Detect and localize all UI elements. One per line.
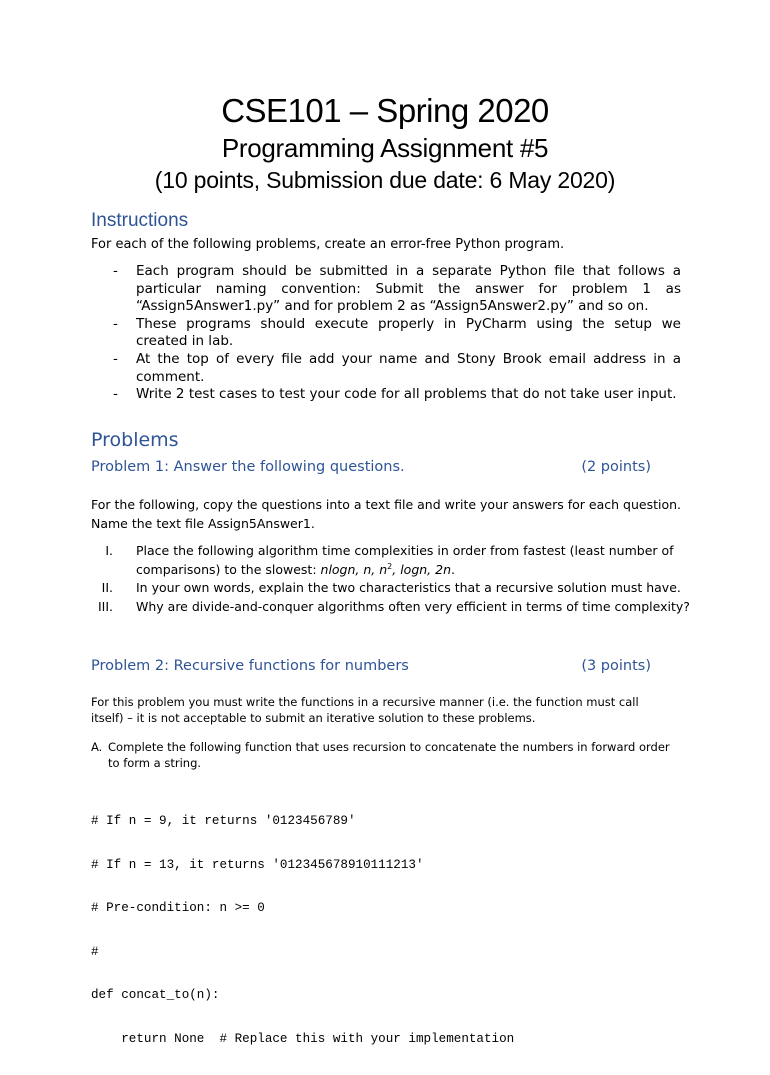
instruction-text: At the top of every file add your name and Stony Brook email address in a comment. [136, 350, 681, 385]
instruction-item [91, 351, 681, 386]
course-title: CSE101 – Spring 2020 [221, 92, 549, 129]
problem-2-part-a [91, 739, 681, 771]
problem-1-title: Problem 1: Answer the following questions. [91, 459, 405, 475]
instruction-item [91, 386, 681, 404]
code-line: def concat_to(n): [91, 988, 220, 1002]
problem-2-heading [91, 658, 651, 674]
code-block [91, 785, 514, 1075]
question-number: II. [101, 580, 113, 595]
question-text: In your own words, explain the two characteristics that a recursive solution must have. [136, 580, 681, 595]
question-text-end: . [451, 561, 455, 577]
bullet-dash: - [113, 386, 118, 403]
code-line: # If n = 13, it returns '012345678910111213' [91, 857, 424, 872]
bullet-dash: - [113, 263, 118, 279]
instructions-list [91, 263, 681, 404]
complexity-list-tail: , logn, 2n [392, 561, 451, 577]
bullet-dash: - [113, 350, 118, 367]
assignment-meta: (10 points, Submission due date: 6 May 2020) [154, 167, 616, 193]
instruction-text: These programs should execute properly in PyCharm using the setup we created in lab. [136, 315, 681, 350]
question-text: Why are divide-and-conquer algorithms often very efficient in terms of time complexity? [136, 598, 690, 614]
complexity-list: nlogn, n, n [320, 561, 388, 577]
problem-2-title: Problem 2: Recursive functions for numbers [91, 658, 409, 674]
code-line: # If n = 9, it returns '0123456789' [91, 814, 356, 828]
instruction-text: Each program should be submitted in a separate Python file that follows a particular naming convention: Submit the answer for problem 1 as “Assign5Answer1.py” and for problem 2 as “Assign5Answer2.py” and so on. [136, 263, 681, 315]
problem-1-description: For the following, copy the questions into a text file and write your answers for each question. Name the text file Assign5Answer1. [91, 497, 682, 531]
code-line: # Pre-condition: n >= 0 [91, 901, 265, 915]
bullet-dash: - [113, 315, 118, 332]
assignment-title: Programming Assignment #5 [221, 133, 549, 163]
instructions-heading: Instructions [91, 210, 189, 231]
problems-heading: Problems [91, 429, 179, 451]
problem-1-points: (2 points) [581, 459, 651, 475]
instruction-text: Write 2 test cases to test your code for all problems that do not take user input. [136, 386, 677, 403]
problem-1-questions [91, 542, 691, 616]
question-number: III. [97, 598, 113, 614]
instructions-intro: For each of the following problems, create an error-free Python program. [91, 237, 565, 252]
question-number: I. [105, 543, 113, 558]
question-item [91, 598, 691, 617]
problem-1-heading [91, 459, 651, 475]
part-a-text: Complete the following function that uses recursion to concatenate the numbers in forward order to form a string. [108, 740, 670, 770]
question-text: Place the following algorithm time complexities in order from fastest (least number of comparisons) to the slowest: [136, 543, 674, 577]
problem-2-description: For this problem you must write the functions in a recursive manner (i.e. the function must call itself) – it is not acceptable to submit an iterative solution to these problems. [91, 695, 639, 725]
instruction-item [91, 263, 681, 316]
question-item [91, 542, 691, 579]
code-line: # [91, 944, 99, 959]
code-line: return None # Replace this with your implementation [91, 1031, 515, 1046]
problem-2-points: (3 points) [581, 658, 651, 674]
question-item [91, 579, 691, 598]
exponent: 2 [387, 561, 393, 571]
part-letter: A. [91, 740, 103, 754]
instruction-item [91, 316, 681, 351]
